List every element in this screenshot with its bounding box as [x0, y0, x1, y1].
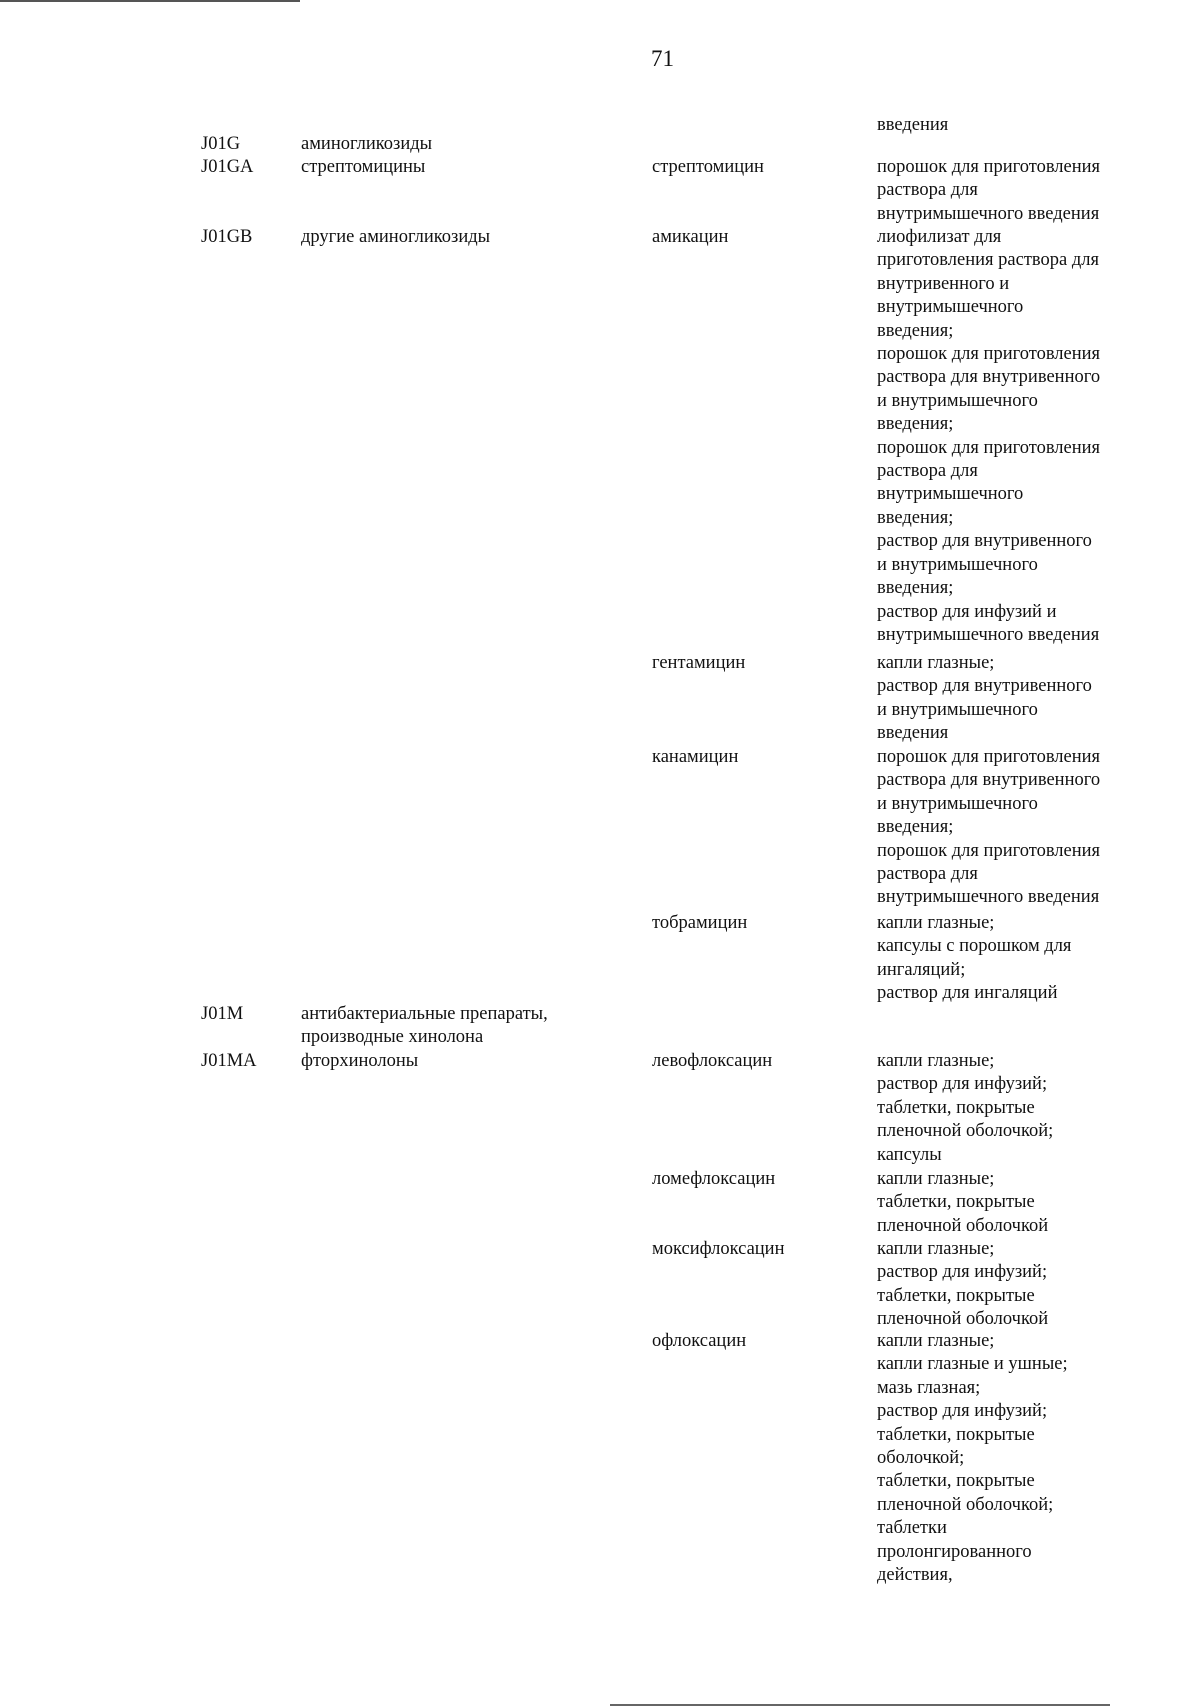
- drug-name: ломефлоксацин: [652, 1169, 776, 1189]
- dosage-forms-line: введения: [877, 115, 949, 135]
- drug-name: амикацин: [652, 227, 729, 247]
- dosage-forms-line: оболочкой;: [877, 1448, 965, 1469]
- dosage-forms-line: раствор для инфузий;: [877, 1262, 1048, 1283]
- drug-name: стрептомицин: [652, 157, 764, 177]
- dosage-forms-line: введения: [877, 723, 949, 744]
- scan-edge-bottom: [610, 1704, 1110, 1706]
- dosage-forms-line: капли глазные;: [877, 1331, 995, 1351]
- drug-name: офлоксацин: [652, 1331, 747, 1351]
- dosage-forms-line: введения;: [877, 507, 954, 528]
- dosage-forms-line: капли глазные;: [877, 1051, 995, 1071]
- dosage-forms-line: и внутримышечного: [877, 554, 1038, 575]
- dosage-forms-line: лиофилизат для: [877, 227, 1002, 247]
- drug-name: гентамицин: [652, 653, 746, 673]
- dosage-forms-line: введения;: [877, 817, 954, 838]
- atc-code: J01G: [201, 134, 241, 154]
- dosage-forms-line: порошок для приготовления: [877, 437, 1101, 458]
- dosage-forms: [877, 652, 1137, 746]
- dosage-forms-line: раствор для инфузий и: [877, 601, 1057, 622]
- atc-group-name: [301, 226, 601, 249]
- dosage-forms-line: капли глазные;: [877, 1239, 995, 1259]
- drug-name: моксифлоксацин: [652, 1239, 785, 1259]
- dosage-forms-line: таблетки, покрытые: [877, 1424, 1035, 1445]
- dosage-forms-line: капли глазные;: [877, 1169, 995, 1189]
- dosage-forms-line: порошок для приготовления: [877, 344, 1101, 365]
- dosage-forms: [877, 226, 1137, 647]
- dosage-forms: [877, 1330, 1137, 1587]
- dosage-forms-line: капсулы с порошком для: [877, 936, 1072, 957]
- dosage-forms-line: таблетки, покрытые: [877, 1192, 1035, 1213]
- dosage-forms: [877, 1050, 1137, 1167]
- dosage-forms-line: введения;: [877, 320, 954, 341]
- dosage-forms-line: внутримышечного: [877, 484, 1024, 505]
- dosage-forms: [877, 1168, 1137, 1238]
- dosage-forms-line: раствора для: [877, 180, 978, 201]
- drug-name: канамицин: [652, 747, 739, 767]
- dosage-forms-line: раствора для внутривенного: [877, 770, 1101, 791]
- atc-group-name: [301, 156, 601, 179]
- dosage-forms-line: капсулы: [877, 1144, 942, 1165]
- dosage-forms-line: таблетки, покрытые: [877, 1285, 1035, 1306]
- drug-name: тобрамицин: [652, 913, 748, 933]
- dosage-forms-line: действия,: [877, 1565, 953, 1586]
- dosage-forms: [877, 114, 1137, 137]
- dosage-forms-line: пленочной оболочкой;: [877, 1121, 1054, 1142]
- scan-edge-top: [0, 0, 300, 2]
- atc-group-name-line: фторхинолоны: [301, 1051, 419, 1071]
- dosage-forms-line: раствор для внутривенного: [877, 531, 1092, 552]
- dosage-forms-line: раствор для внутривенного: [877, 676, 1092, 697]
- dosage-forms-line: порошок для приготовления: [877, 157, 1101, 177]
- atc-group-name: [301, 1003, 601, 1050]
- dosage-forms-line: и внутримышечного: [877, 699, 1038, 720]
- dosage-forms-line: раствор для инфузий;: [877, 1074, 1048, 1095]
- dosage-forms-line: капли глазные и ушные;: [877, 1354, 1068, 1375]
- atc-group-name: [301, 133, 601, 156]
- dosage-forms-line: введения;: [877, 414, 954, 435]
- dosage-forms-line: раствора для: [877, 461, 978, 482]
- atc-group-name-line: антибактериальные препараты,: [301, 1004, 548, 1024]
- atc-group-name-line: другие аминогликозиды: [301, 227, 491, 247]
- dosage-forms-line: внутримышечного введения: [877, 203, 1100, 224]
- dosage-forms-line: пленочной оболочкой: [877, 1309, 1049, 1330]
- dosage-forms-line: введения;: [877, 578, 954, 599]
- dosage-forms-line: раствора для внутривенного: [877, 367, 1101, 388]
- dosage-forms-line: и внутримышечного: [877, 793, 1038, 814]
- dosage-forms-line: и внутримышечного: [877, 390, 1038, 411]
- dosage-forms-line: таблетки, покрытые: [877, 1471, 1035, 1492]
- dosage-forms-line: внутримышечного введения: [877, 887, 1100, 908]
- page-number: 71: [651, 46, 674, 71]
- atc-code: J01GA: [201, 157, 254, 177]
- atc-code: J01M: [201, 1004, 244, 1024]
- atc-group-name: [301, 1050, 601, 1073]
- dosage-forms-line: пленочной оболочкой;: [877, 1494, 1054, 1515]
- dosage-forms: [877, 912, 1137, 1006]
- dosage-forms-line: капли глазные;: [877, 913, 995, 933]
- dosage-forms-line: раствор для инфузий;: [877, 1401, 1048, 1422]
- dosage-forms-line: порошок для приготовления: [877, 840, 1101, 861]
- dosage-forms-line: раствор для ингаляций: [877, 983, 1058, 1004]
- dosage-forms-line: мазь глазная;: [877, 1377, 981, 1398]
- atc-group-name-line: аминогликозиды: [301, 134, 433, 154]
- dosage-forms-line: порошок для приготовления: [877, 747, 1101, 767]
- dosage-forms-line: внутримышечного: [877, 297, 1024, 318]
- dosage-forms-line: раствора для: [877, 864, 978, 885]
- dosage-forms-line: внутримышечного введения: [877, 624, 1100, 645]
- dosage-forms: [877, 156, 1137, 226]
- dosage-forms-line: капли глазные;: [877, 653, 995, 673]
- dosage-forms-line: таблетки, покрытые: [877, 1097, 1035, 1118]
- dosage-forms-line: пленочной оболочкой: [877, 1215, 1049, 1236]
- dosage-forms: [877, 746, 1137, 910]
- atc-code: J01GB: [201, 227, 253, 247]
- dosage-forms-line: приготовления раствора для: [877, 250, 1099, 271]
- atc-group-name-line: стрептомицины: [301, 157, 426, 177]
- dosage-forms-line: таблетки: [877, 1518, 947, 1539]
- atc-group-name-line: производные хинолона: [301, 1027, 484, 1048]
- drug-name: левофлоксацин: [652, 1051, 773, 1071]
- dosage-forms-line: внутривенного и: [877, 273, 1010, 294]
- atc-code: J01MA: [201, 1051, 257, 1071]
- dosage-forms: [877, 1238, 1137, 1332]
- dosage-forms-line: ингаляций;: [877, 959, 966, 980]
- dosage-forms-line: пролонгированного: [877, 1541, 1032, 1562]
